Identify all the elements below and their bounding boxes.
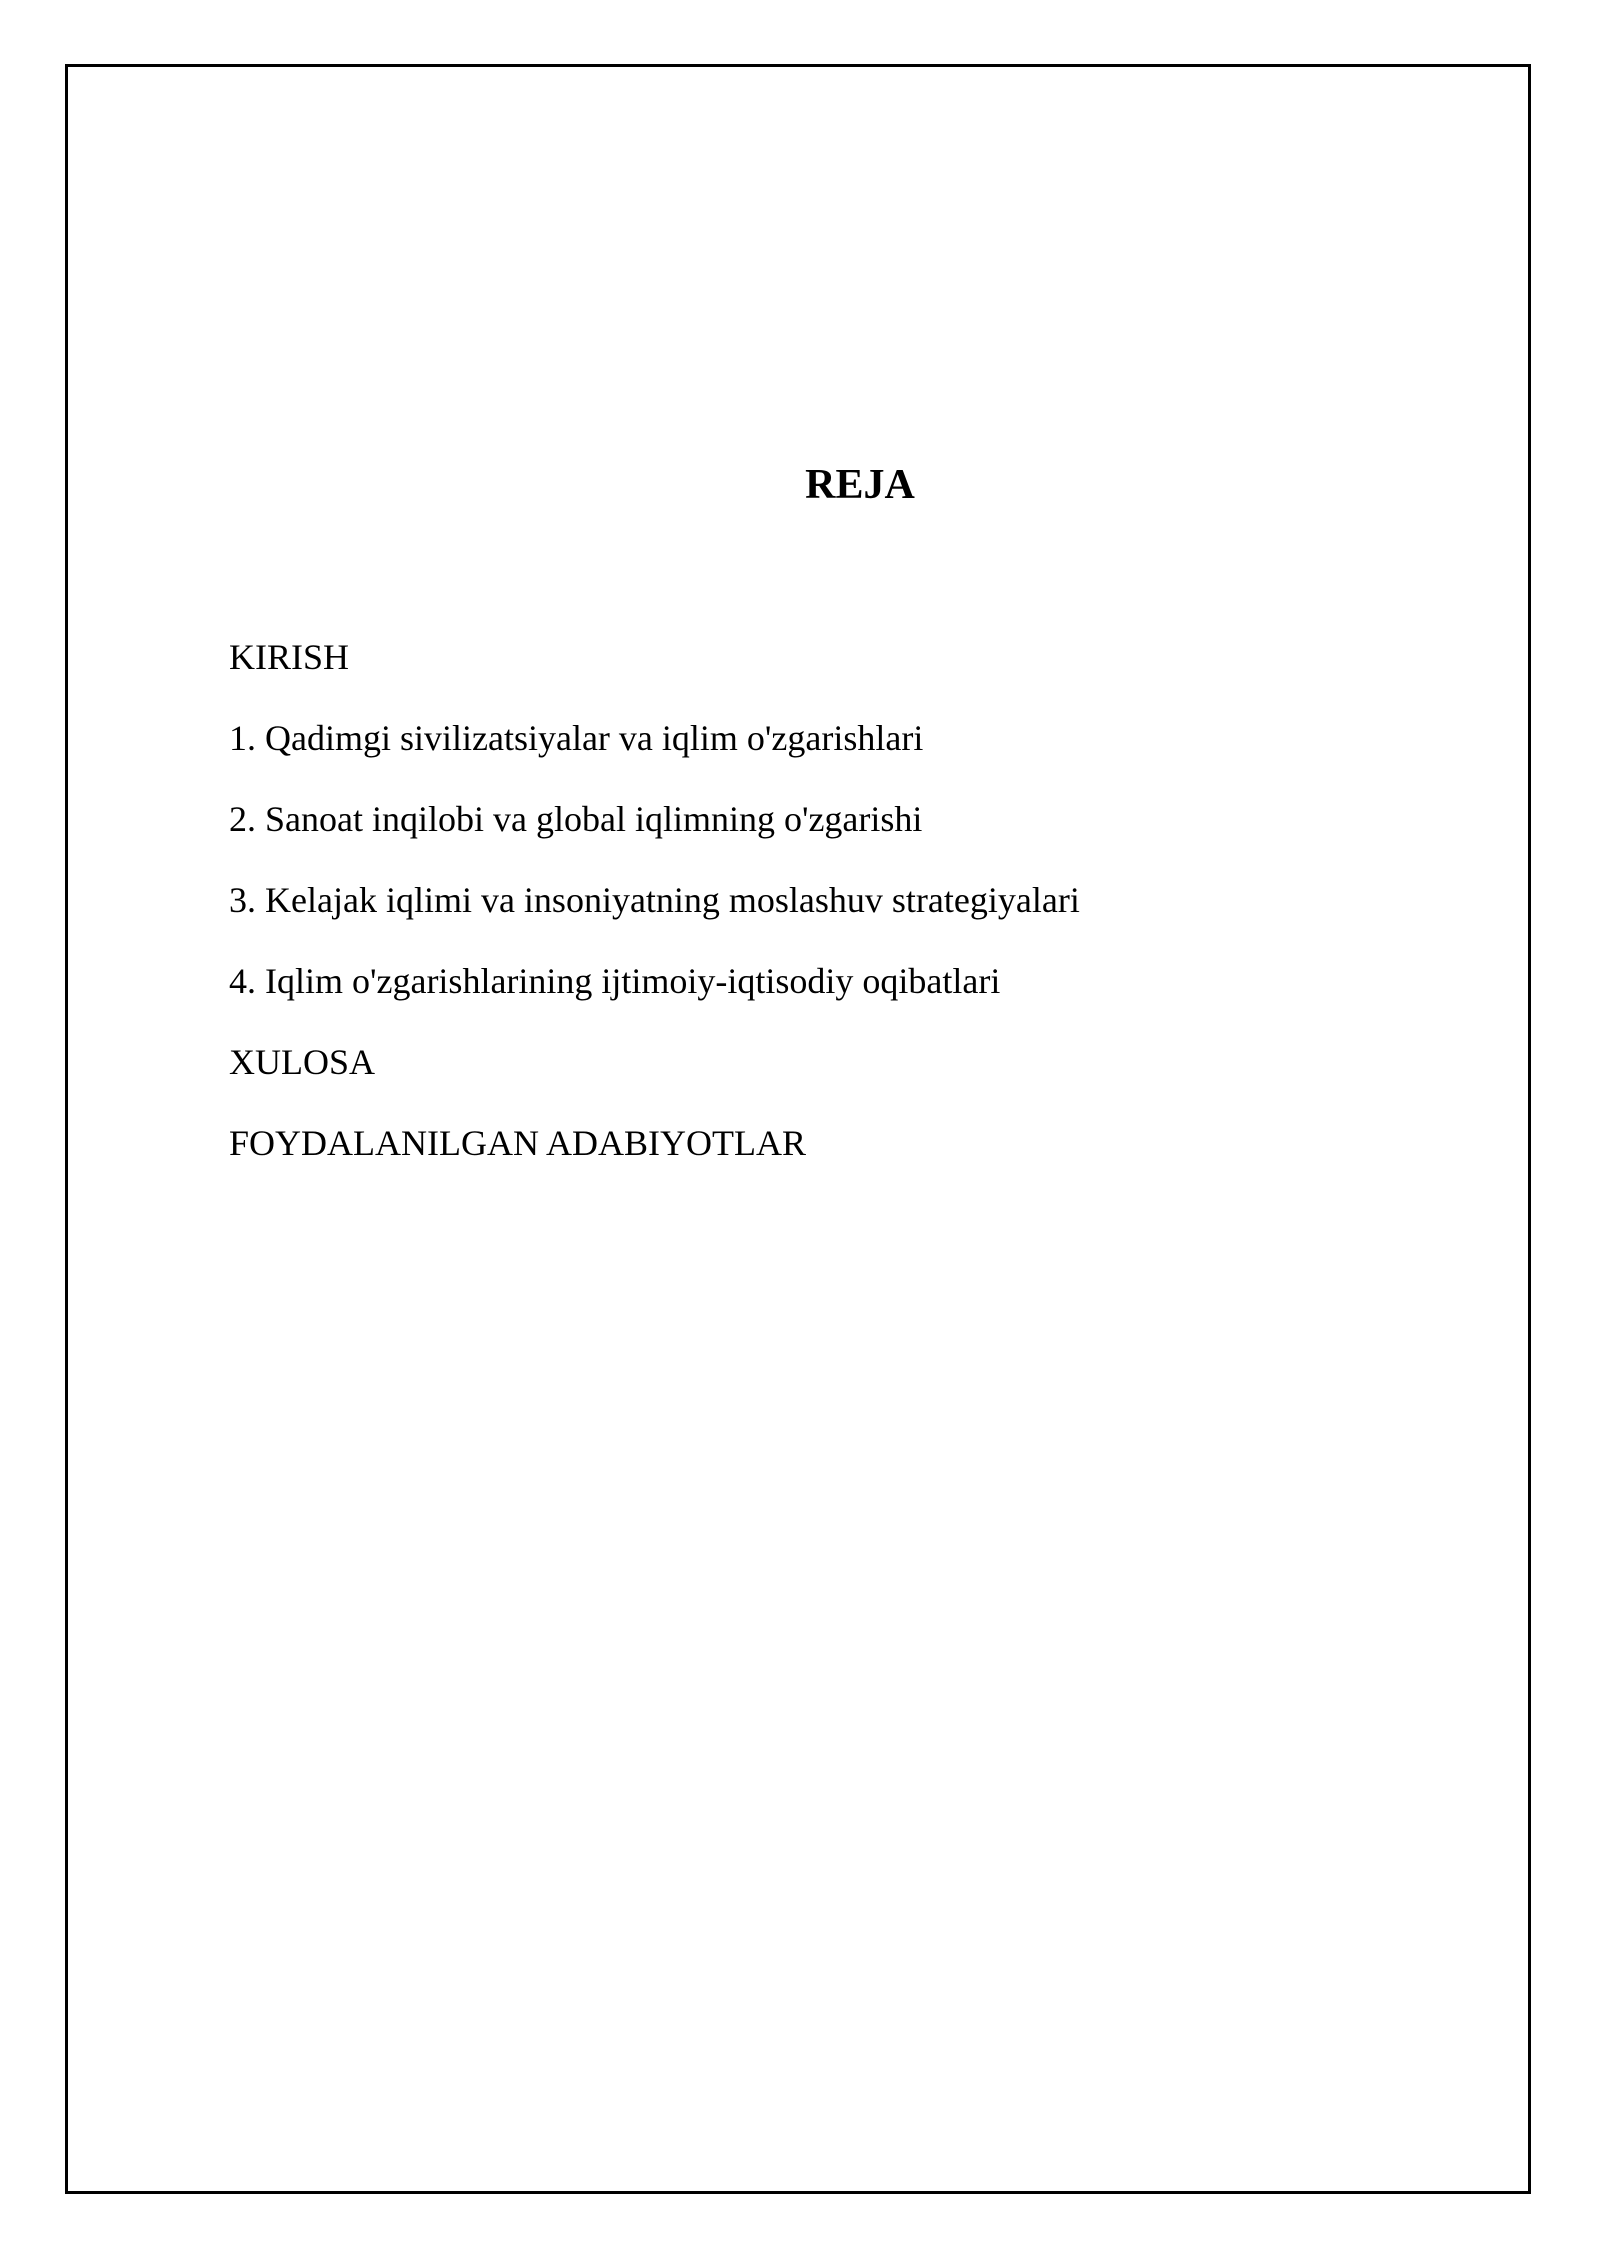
toc-item-4: 4. Iqlim o'zgarishlarining ijtimoiy-iqtisodiy oqibatlari: [229, 961, 1001, 1001]
toc-item-conclusion: XULOSA: [229, 1042, 376, 1082]
toc-item-2: 2. Sanoat inqilobi va global iqlimning o'zgarishi: [229, 799, 923, 839]
page-title: REJA: [805, 462, 915, 508]
toc-item-introduction: KIRISH: [229, 637, 350, 677]
toc-item-3: 3. Kelajak iqlimi va insoniyatning moslashuv strategiyalari: [229, 880, 1080, 920]
table-of-contents: [229, 636, 1080, 1203]
toc-item-references: FOYDALANILGAN ADABIYOTLAR: [229, 1123, 806, 1163]
toc-item-1: 1. Qadimgi sivilizatsiyalar va iqlim o'zgarishlari: [229, 718, 924, 758]
